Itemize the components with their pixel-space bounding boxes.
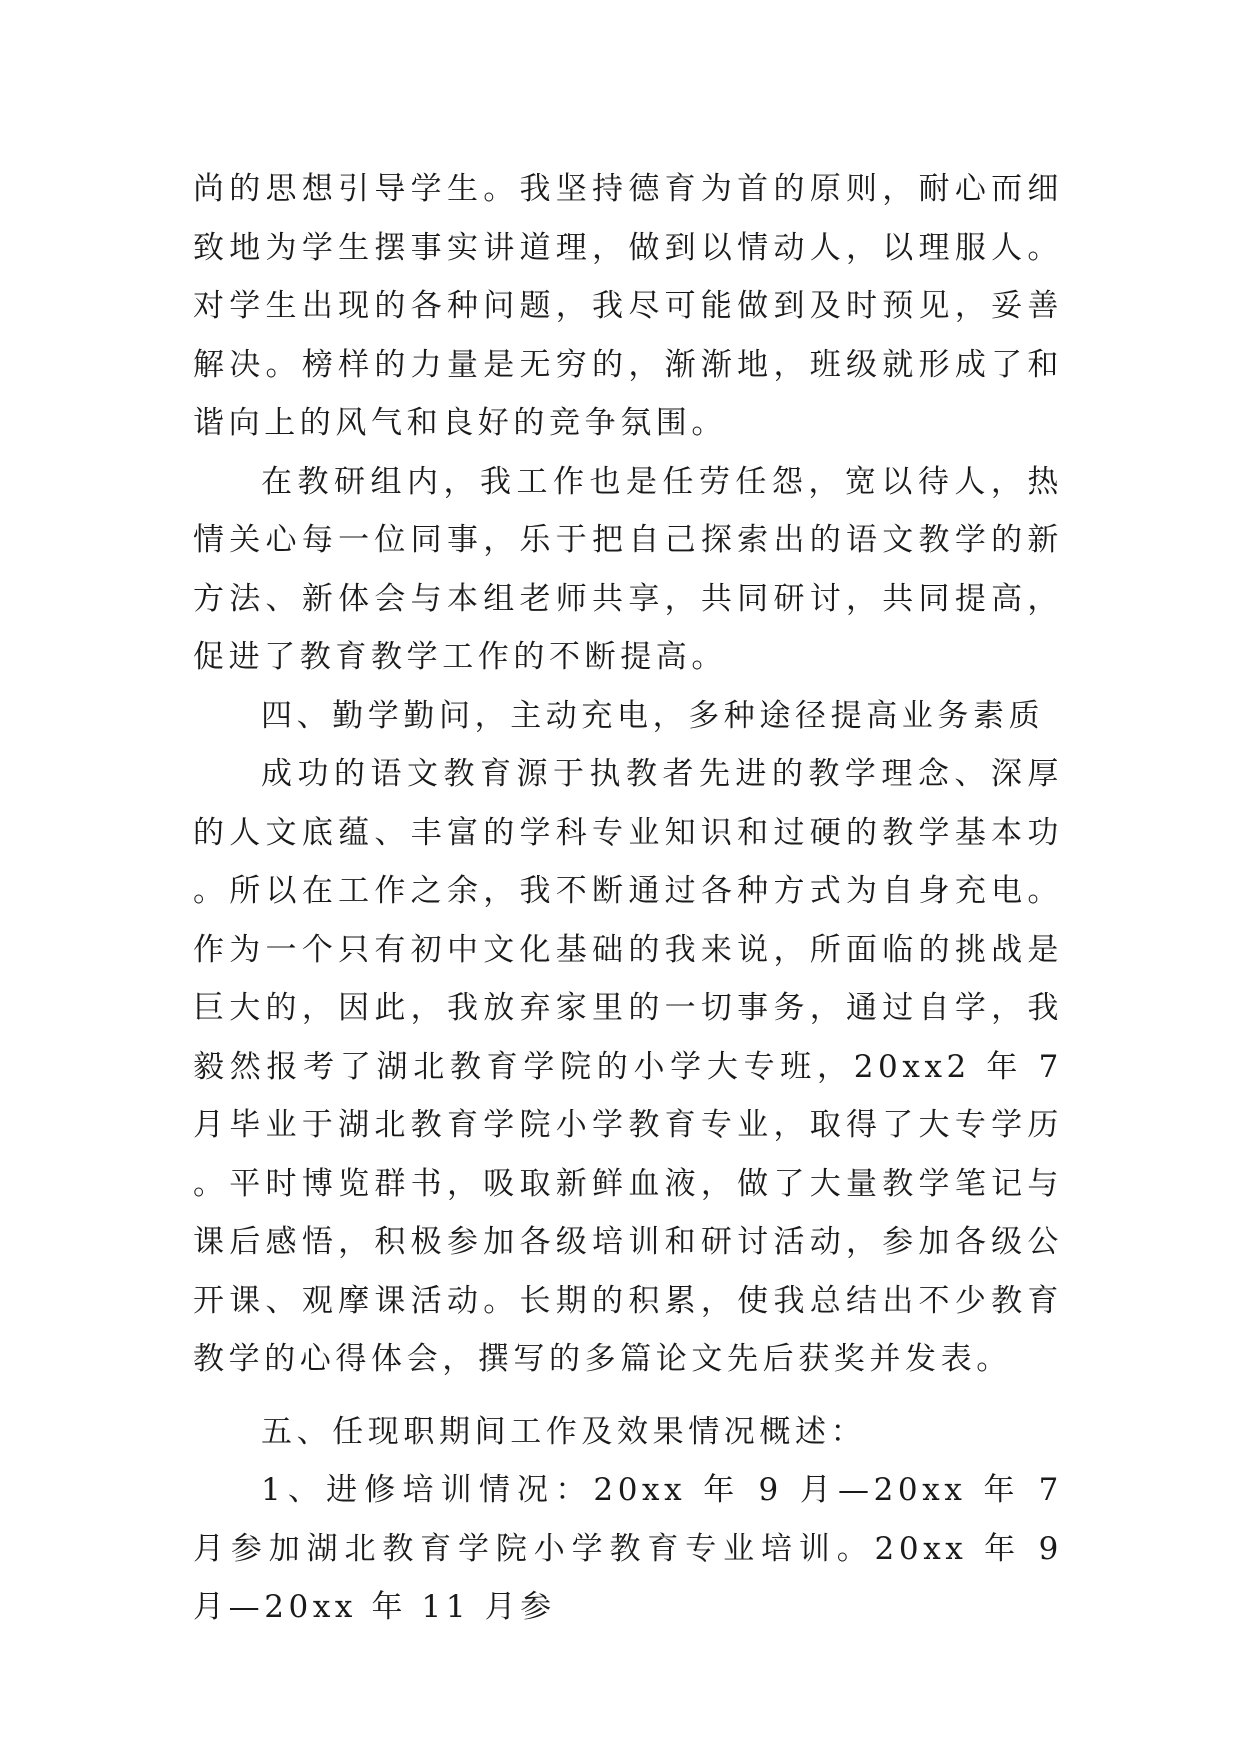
paragraph-moral-education: 尚的思想引导学生。我坚持德育为首的原则，耐心而细致地为学生摆事实讲道理，做到以情动人，以理服人。对学生出现的各种问题，我尽可能做到及时预见，妥善解决。榜样的力量是无穷的，渐渐地，班级就形成了和谐向上的风气和良好的竞争氛围。 <box>193 171 1063 441</box>
section-heading-five: 五、任现职期间工作及效果情况概述： <box>261 1413 867 1450</box>
document-body <box>193 160 1063 1637</box>
paragraph-teaching-group: 在教研组内，我工作也是任劳任怨，宽以待人，热情关心每一位同事，乐于把自己探索出的语文教学的新方法、新体会与本组老师共享，共同研讨，共同提高，促进了教育教学工作的不断提高。 <box>193 463 1063 675</box>
paragraph-self-study: 成功的语文教育源于执教者先进的教学理念、深厚的人文底蕴、丰富的学科专业知识和过硬的教学基本功。所以在工作之余，我不断通过各种方式为自身充电。作为一个只有初中文化基础的我来说，所面临的挑战是巨大的，因此，我放弃家里的一切事务，通过自学，我毅然报考了湖北教育学院的小学大专班，20xx2 年 7 月毕业于湖北教育学院小学教育专业，取得了大专学历。平时博览群书，吸取新鲜血液，做了大量教学笔记与课后感悟，积极参加各级培训和研讨活动，参加各级公开课、观摩课活动。长期的积累，使我总结出不少教育教学的心得体会，撰写的多篇论文先后获奖并发表。 <box>193 756 1063 1377</box>
paragraph-training: 1、进修培训情况：20xx 年 9 月—20xx 年 7 月参加湖北教育学院小学教育专业培训。20xx 年 9 月—20xx 年 11 月参 <box>193 1472 1063 1625</box>
section-heading-four: 四、勤学勤问，主动充电，多种途径提高业务素质 <box>261 697 1045 734</box>
